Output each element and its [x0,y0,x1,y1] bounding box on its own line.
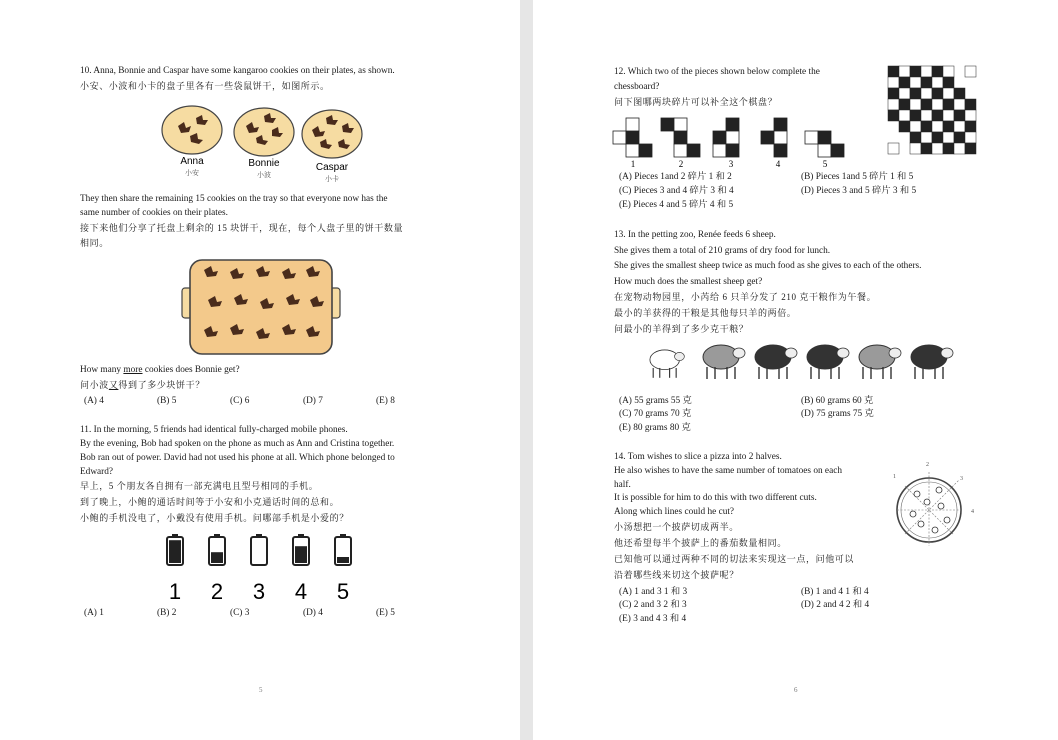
plate-name-anna: Anna [180,156,204,167]
q10-option-b[interactable]: (B) 5 [157,396,177,406]
q14-text-3: half. [614,480,631,490]
q13-option-b[interactable]: (B) 60 grams 60 克 [801,396,874,406]
chess-square [921,121,932,132]
q14-text-1: 14. Tom wishes to slice a pizza into 2 halves. [614,452,782,462]
q11-text-1: 11. In the morning, 5 friends had identical fully-charged mobile phones. [80,425,348,435]
q10-zh-3: 相同。 [80,238,109,248]
chess-square [965,143,976,154]
q12-option-e[interactable]: (E) Pieces 4 and 5 碎片 4 和 5 [619,200,734,210]
chess-square [910,99,921,110]
chess-square [921,99,932,110]
chess-square [943,66,954,77]
cookie-tray-figure [182,258,342,358]
chess-square [899,77,910,88]
chess-square [954,88,965,99]
q10-question-underlined: more [123,365,143,375]
phone-label-1: 1 [168,579,182,604]
chess-square [932,88,943,99]
chess-square [943,99,954,110]
piece-label-4: 4 [775,159,781,169]
phone-4 [293,534,309,604]
phone-5 [335,534,351,604]
chess-square [910,88,921,99]
chess-square [910,121,921,132]
q10-option-e[interactable]: (E) 8 [376,396,395,406]
chess-square [910,132,921,143]
phone-label-3: 3 [252,579,266,604]
chess-square [965,121,976,132]
q11-text-2: By the evening, Bob had spoken on the phone as much as Ann and Cristina together. [80,439,395,449]
piece-label-1: 1 [630,159,636,169]
piece-label-5: 5 [822,159,828,169]
q10-zh-2: 接下来他们分享了托盘上剩余的 15 块饼干，现在，每个人盘子里的饼干数量 [80,223,404,233]
q10-zh-question [80,379,205,392]
piece-label-2: 2 [678,159,684,169]
q14-option-e[interactable]: (E) 3 and 4 3 和 4 [619,614,687,624]
q12-text-2: chessboard? [614,82,660,92]
chess-square [943,132,954,143]
chess-square [943,143,954,154]
q13-text-2: She gives them a total of 210 grams of dry food for lunch. [614,246,831,256]
plate-anna [162,106,222,177]
chess-square [954,121,965,132]
chess-square [965,66,976,77]
q13-text-4: How much does the smallest sheep get? [614,277,763,287]
chess-square [921,88,932,99]
page-number-left: 5 [259,686,263,694]
chess-square [932,121,943,132]
chess-square [965,99,976,110]
q13-option-c[interactable]: (C) 70 grams 70 克 [619,409,692,419]
q10-option-a[interactable]: (A) 4 [84,396,104,406]
chess-square [921,132,932,143]
q10-zh-question-post: 得到了多少块饼干？ [118,380,205,390]
q11-option-e[interactable]: (E) 5 [376,608,395,618]
chess-square [954,132,965,143]
q10-text-3: same number of cookies on their plates. [80,208,228,218]
chess-square [943,88,954,99]
sheep-2 [703,345,745,379]
q11-zh-2: 到了晚上，小鲍的通话时间等于小安和小克通话时间的总和。 [80,497,340,507]
q13-text-1: 13. In the petting zoo, Renée feeds 6 sheep. [614,230,776,240]
chess-square [921,66,932,77]
chess-square [965,110,976,121]
q10-question-post: cookies does Bonnie get? [142,365,240,375]
q11-option-d[interactable]: (D) 4 [303,608,323,618]
q12-option-d[interactable]: (D) Pieces 3 and 5 碎片 3 和 5 [801,186,917,196]
q13-text-3: She gives the smallest sheep twice as much food as she gives to each of the others. [614,261,922,271]
chess-square [932,143,943,154]
q14-text-4: It is possible for him to do this with two different cuts. [614,493,817,503]
q12-option-c[interactable]: (C) Pieces 3 and 4 碎片 3 和 4 [619,186,734,196]
q12-zh-1: 问下图哪两块碎片可以补全这个棋盘？ [614,97,778,107]
q10-option-d[interactable]: (D) 7 [303,396,323,406]
piece-label-3: 3 [728,159,734,169]
sheep-5 [859,345,901,379]
q10-text-1: 10. Anna, Bonnie and Caspar have some kangaroo cookies on their plates, as shown. [80,66,395,76]
q12-text-1: 12. Which two of the pieces shown below complete the [614,67,820,77]
plate-bonnie [234,108,294,179]
chess-square [888,110,899,121]
page-number-right: 6 [794,686,798,694]
chess-square [899,121,910,132]
chess-square [888,88,899,99]
plate-name-caspar: Caspar [315,162,349,173]
pizza-line-label-3: 3 [960,476,963,482]
q14-option-d[interactable]: (D) 2 and 4 2 和 4 [801,600,870,610]
q14-zh-1: 小汤想把一个披萨切成两半。 [614,522,739,532]
q14-option-a[interactable]: (A) 1 and 3 1 和 3 [619,587,688,597]
phone-label-2: 2 [210,579,224,604]
chess-square [943,121,954,132]
q10-question [80,364,240,377]
chess-square [888,77,899,88]
chess-square [932,77,943,88]
q10-option-c[interactable]: (C) 6 [230,396,250,406]
chess-square [899,99,910,110]
chess-square [921,110,932,121]
q14-zh-4: 沿着哪些线来切这个披萨呢？ [614,570,739,580]
q11-text-3: Bob ran out of power. David had not used his phone at all. Which phone belonged to [80,453,395,463]
chess-square [954,143,965,154]
chess-square [899,88,910,99]
q14-text-2: He also wishes to have the same number of tomatoes on each [614,466,842,476]
phones-figure [163,533,363,605]
q10-zh-1: 小安、小波和小卡的盘子里各有一些袋鼠饼干，如图所示。 [80,81,330,91]
chess-square [943,110,954,121]
q12-option-b[interactable]: (B) Pieces 1and 5 碎片 1 和 5 [801,172,914,182]
chess-square [921,143,932,154]
chess-square [888,99,899,110]
pizza-line-label-1: 1 [893,474,896,480]
chess-square [932,110,943,121]
q10-zh-question-underlined: 又 [108,380,119,390]
plate-name-bonnie: Bonnie [248,158,280,169]
chess-square [910,110,921,121]
q11-text-4: Edward? [80,467,114,477]
chess-square [910,77,921,88]
pizza-line-label-2: 2 [926,462,929,468]
q13-zh-1: 在宠物动物园里，小芮给 6 只羊分发了 210 克干粮作为午餐。 [614,292,877,302]
q14-text-5: Along which lines could he cut? [614,507,735,517]
page-5 [0,0,520,740]
q13-zh-2: 最小的羊获得的干粮是其他每只羊的两倍。 [614,308,797,318]
page-6 [533,0,1058,740]
q14-zh-2: 他还希望每半个披萨上的番茄数量相同。 [614,538,787,548]
plate-caspar [302,110,362,183]
sheep-6 [911,345,953,379]
pizza-line-label-4: 4 [971,509,974,515]
phone-2 [209,534,225,604]
chess-square [910,143,921,154]
q12-option-a[interactable]: (A) Pieces 1and 2 碎片 1 和 2 [619,172,732,182]
q13-option-d[interactable]: (D) 75 grams 75 克 [801,409,874,419]
phone-3 [251,534,267,604]
chess-square [932,99,943,110]
cookie-plates-figure [160,104,370,182]
chess-square [899,110,910,121]
plate-zh-bonnie: 小波 [257,171,271,179]
q10-text-2: They then share the remaining 15 cookies on the tray so that everyone now has the [80,194,388,204]
chess-pieces-figure [613,118,853,168]
q11-zh-1: 早上，5 个朋友各自拥有一部充满电且型号相同的手机。 [80,481,319,491]
chessboard-figure [888,66,976,154]
sheep-3 [755,345,797,379]
q11-option-b[interactable]: (B) 2 [157,608,177,618]
chess-square [943,77,954,88]
pizza-figure [891,458,981,548]
q14-option-c[interactable]: (C) 2 and 3 2 和 3 [619,600,687,610]
sheep-figure [643,337,953,387]
q13-zh-3: 问最小的羊得到了多少克干粮？ [614,324,749,334]
phone-label-4: 4 [294,579,308,604]
chess-square [899,66,910,77]
q11-zh-3: 小鲍的手机没电了，小戴没有使用手机。问哪部手机是小爱的？ [80,513,349,523]
plate-zh-caspar: 小卡 [325,175,339,183]
chess-square [888,66,899,77]
chess-square [888,143,899,154]
chess-square [954,99,965,110]
chess-square [932,132,943,143]
q14-option-b[interactable]: (B) 1 and 4 1 和 4 [801,587,869,597]
sheep-4 [807,345,849,379]
q10-zh-question-pre: 问小波 [80,380,109,390]
chess-square [910,66,921,77]
q14-zh-3: 已知他可以通过两种不同的切法来实现这一点，问他可以 [614,554,855,564]
phone-label-5: 5 [336,579,350,604]
q11-option-c[interactable]: (C) 3 [230,608,250,618]
chess-square [954,110,965,121]
chess-square [921,77,932,88]
chess-square [965,132,976,143]
sheep-1 [650,350,684,378]
q11-option-a[interactable]: (A) 1 [84,608,104,618]
q13-option-a[interactable]: (A) 55 grams 55 克 [619,396,692,406]
q10-question-pre: How many [80,365,124,375]
phone-1 [167,534,183,604]
q13-option-e[interactable]: (E) 80 grams 80 克 [619,423,691,433]
plate-zh-anna: 小安 [185,169,199,177]
chess-square [932,66,943,77]
